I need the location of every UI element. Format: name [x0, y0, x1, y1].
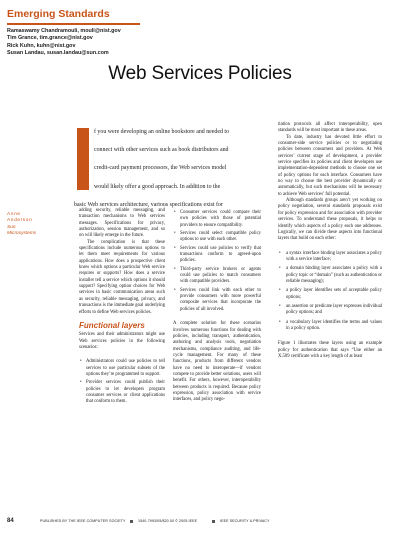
- paragraph: Although standards groups aren’t yet working on policy negotiation, several standards proposals exist for policy expression and for association with provider services. To understand these proposals, it helps to identify which aspects of a policy each one addresses. Logically, we can divide these aspects into functional layers that build on each other:: [278, 198, 382, 242]
- scenario-list: [173, 210, 261, 313]
- column-2: [173, 208, 261, 404]
- page-number: 84: [7, 518, 14, 524]
- lead-line: credit-card payment processors, the Web services model: [94, 165, 227, 172]
- page-footer: [0, 518, 400, 528]
- lead-line: basic Web services architecture, various specifications exist for: [74, 201, 223, 208]
- list-item: • Services could use policies to verify that transactions conform to agreed-upon policies.: [173, 246, 261, 265]
- footer-issn: 1540-7993/05/$20.00 © 2005 IEEE: [138, 519, 198, 523]
- byline-first-name: Anne: [7, 212, 21, 217]
- paragraph: A complete solution for these scenarios involves numerous functions for dealing with policies, including transport, authentication, authoring and analysis tools, negotiation mechanisms, compliance auditing, and life-cycle management. For many of these functions, products from different vendors have no need to interoperate—if vendors compete to provide better solutions, users will benefit. For others, however, interoperability between products is required. Because policy expression, policy association with service interfaces, and policy nego-: [173, 321, 261, 403]
- article-title: Web Services Policies: [108, 63, 292, 84]
- list-item: • Administrators could use policies to tell services to use particular subsets of the options they’re programmed to support.: [79, 359, 165, 378]
- lead-line: f you were developing an online bookstore and needed to: [94, 129, 229, 135]
- author-line: Tim Grance, tim.grance@nist.gov: [7, 35, 93, 42]
- paragraph: tiation protocols all affect interoperability, open standards will be most important in these areas.: [278, 122, 382, 134]
- paragraph: The complication is that these specifications include numerous options to let them meet requirements for various applications. How does a prospective client know which options a particular Web service requires or supports? How does a service installer tell a service which options it should support? Specifying option choices for Web services in basic communication areas such as security, reliable messaging, privacy, and transactions is the immediate goal underlying efforts to define Web services policies.: [79, 239, 165, 315]
- square-bullet-icon: [130, 520, 133, 523]
- list-item: • Consumer services could compare their own policies with those of potential providers to ensure compatibility.: [173, 210, 261, 229]
- square-bullet-icon: [212, 520, 215, 523]
- paragraph: adding security, reliable messaging, and transaction mechanisms to Web services messages. Specifications for privacy, authorization, session management, and so on will likely emerge in the future.: [79, 208, 165, 239]
- lead-line: would likely offer a good approach. In addition to the: [94, 183, 221, 190]
- list-item: • a domain binding layer associates a policy with a policy topic or “domain” (such as authentication or reliable messaging);: [278, 266, 382, 285]
- section-heading: Functional layers: [79, 320, 145, 330]
- list-item: • Provider services could publish their policies to let developers program consumer services or client applications that conform to them.: [79, 380, 165, 405]
- header-rule: [7, 23, 140, 25]
- column-1: [79, 208, 165, 408]
- author-line: Susan Landau, susan.landau@sun.com: [7, 50, 109, 57]
- list-item: • an assertion or predicate layer expresses individual policy options; and: [278, 304, 382, 317]
- byline-org: Microsystems: [7, 231, 37, 237]
- byline-org: Sun: [7, 224, 16, 230]
- lead-line: connect with other services such as book distributors and: [94, 147, 229, 154]
- column-3: [278, 122, 382, 360]
- section-title: Emerging Standards: [7, 8, 110, 20]
- list-item: • Third-party service brokers or agents could use policies to match consumers with compatible providers.: [173, 267, 261, 286]
- drop-cap: [77, 128, 89, 190]
- author-line: Rick Kuhn, kuhn@nist.gov: [7, 42, 76, 49]
- footer-magazine: IEEE SECURITY & PRIVACY: [220, 519, 270, 523]
- list-item: • a policy layer identifies sets of acceptable policy options;: [278, 288, 382, 301]
- paragraph: To date, industry has devoted little effort to consumer-side service policies or to negotiating policies between consumers and providers. At Web services’ current stage of development, a provider service specifies its policies and client developers use implementation-dependent methods to choose one set of policy options for each interface. Consumers have no way to choose the best provider dynamically or automatically, but such mechanisms will be necessary to achieve Web services’ full potential.: [278, 134, 382, 197]
- footer-publisher: PUBLISHED BY THE IEEE COMPUTER SOCIETY: [40, 519, 126, 523]
- list-item: • a syntax interface binding layer associates a policy with a service interface;: [278, 251, 382, 264]
- scenario-list: [79, 359, 165, 405]
- lead-paragraph: [74, 123, 272, 214]
- byline-last-name: Anderson: [7, 218, 33, 224]
- author-line: Ramaswamy Chandramouli, mouli@nist.gov: [7, 28, 121, 34]
- author-list: [7, 28, 121, 58]
- author-byline: [7, 212, 36, 238]
- list-item: • Services could link with each other to provide consumers with more powerful composite services that incorporate the policies of all involved.: [173, 288, 261, 313]
- paragraph: Services and their administrators might use Web services policies in the following scenarios:: [79, 332, 165, 350]
- layer-list: [278, 251, 382, 333]
- list-item: • Services could select compatible policy options to use with each other.: [173, 231, 261, 244]
- list-item: • a vocabulary layer identifies the terms and values in a policy option.: [278, 320, 382, 333]
- paragraph: Figure 1 illustrates these layers using an example policy for authentication that says “Use either an X.509 certificate with a key length of at least: [278, 341, 382, 359]
